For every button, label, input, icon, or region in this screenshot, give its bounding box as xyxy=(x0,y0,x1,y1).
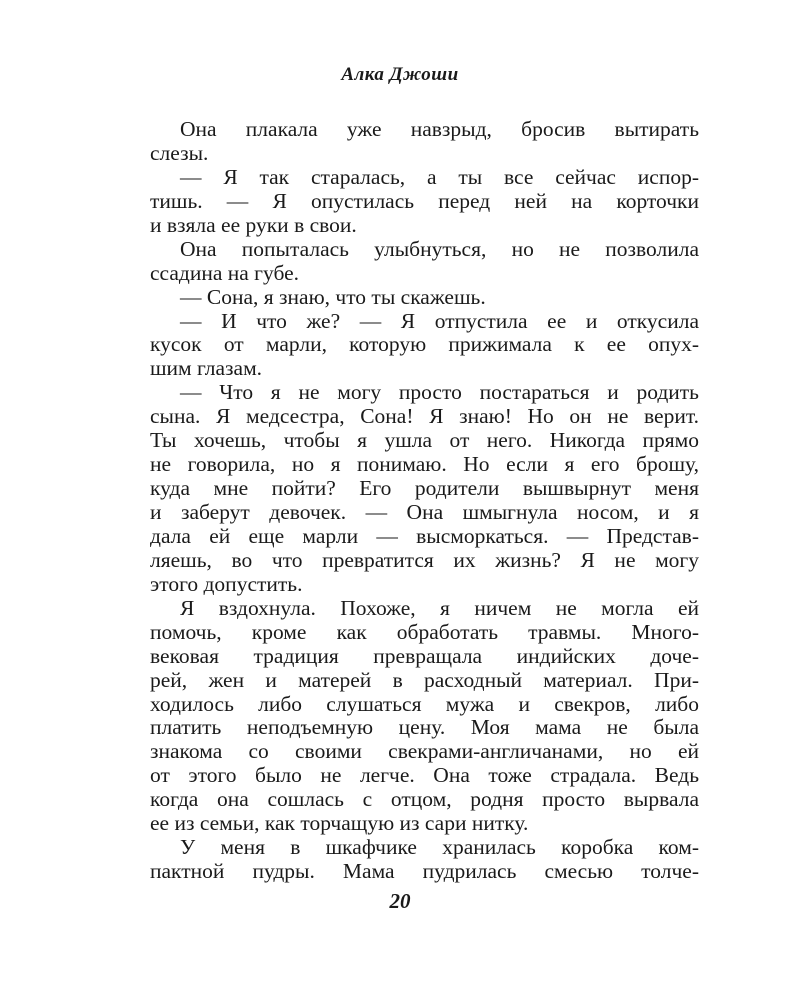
text-line: шим глазам. xyxy=(150,356,263,381)
text-line: тишь. — Я опустилась перед ней на корточки xyxy=(150,188,699,213)
text-line: платить неподъемную цену. Моя мама не была xyxy=(150,715,699,740)
text-line: Она плакала уже навзрыд, бросив вытирать xyxy=(180,117,699,141)
running-header-author: Алка Джоши xyxy=(341,64,459,85)
text-line: Ты хочешь, чтобы я ушла от него. Никогда прямо xyxy=(150,428,699,453)
text-line: — И что же? — Я отпустила ее и откусила xyxy=(180,308,699,333)
text-line: от этого было не легче. Она тоже страдала. Ведь xyxy=(150,763,699,788)
text-line: — Сона, я знаю, что ты скажешь. xyxy=(180,284,486,309)
text-line: кусок от марли, которую прижимала к ее опух- xyxy=(150,332,699,357)
body-text xyxy=(150,118,699,884)
text-line: У меня в шкафчике хранилась коробка ком- xyxy=(180,835,699,860)
text-line: Она попыталась улыбнуться, но не позволила xyxy=(180,236,699,261)
text-line: этого допустить. xyxy=(150,571,303,596)
text-line: ляешь, во что превратится их жизнь? Я не могу xyxy=(150,547,699,572)
text-line: ее из семьи, как торчащую из сари нитку. xyxy=(150,811,529,836)
text-line: вековая традиция превращала индийских доче- xyxy=(150,643,699,668)
text-line: и заберут девочек. — Она шмыгнула носом, и я xyxy=(150,500,699,524)
text-line: не говорила, но я понимаю. Но если я его брошу, xyxy=(150,452,699,477)
text-line: дала ей еще марли — высморкаться. — Представ- xyxy=(150,523,699,548)
text-line: ходилось либо слушаться мужа и свекров, либо xyxy=(150,691,699,716)
text-line: пактной пудры. Мама пудрилась смесью толче- xyxy=(150,859,699,884)
text-line: сына. Я медсестра, Сона! Я знаю! Но он не верит. xyxy=(150,404,699,429)
text-line: знакома со своими свекрами-англичанами, но ей xyxy=(150,739,699,764)
text-line: слезы. xyxy=(150,140,209,165)
text-line: когда она сошлась с отцом, родня просто вырвала xyxy=(150,787,699,812)
text-line: помочь, кроме как обработать травмы. Много- xyxy=(150,619,699,644)
text-line: ссадина на губе. xyxy=(150,260,300,285)
text-line: — Что я не могу просто постараться и родить xyxy=(180,380,699,405)
text-line: Я вздохнула. Похоже, я ничем не могла ей xyxy=(180,595,699,620)
text-line: рей, жен и матерей в расходный материал. При- xyxy=(150,667,699,692)
text-line: и взяла ее руки в свои. xyxy=(150,212,357,237)
page-number: 20 xyxy=(389,889,411,913)
text-line: — Я так старалась, а ты все сейчас испор- xyxy=(180,164,699,189)
text-line: куда мне пойти? Его родители вышвырнут меня xyxy=(150,476,699,501)
